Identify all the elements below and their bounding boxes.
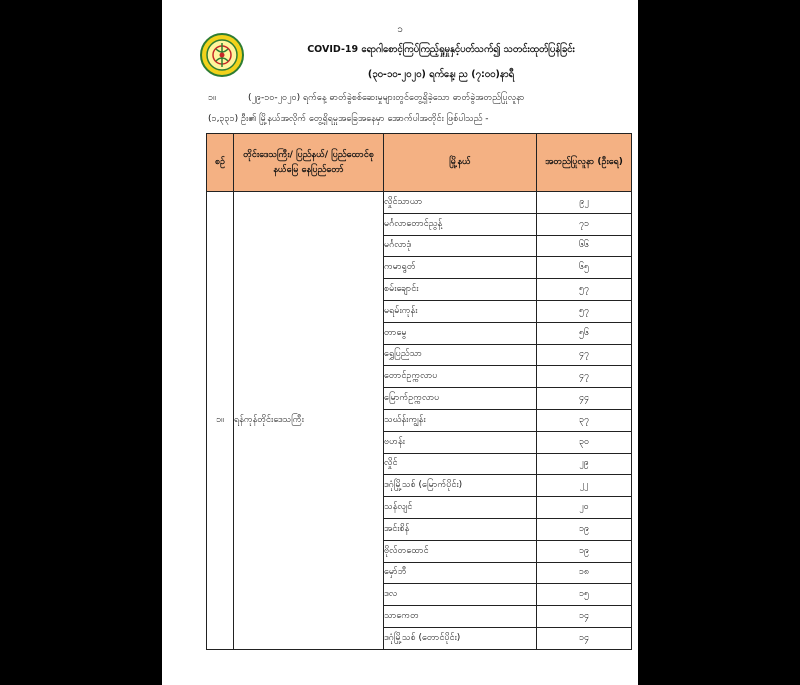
count-cell: ၁၈ xyxy=(537,562,632,584)
township-cell: သန်လျင် xyxy=(384,497,537,519)
serial-cell: ၁။ xyxy=(207,192,234,650)
township-cell: သဃ်န်းကျွန်း xyxy=(384,409,537,431)
township-cell: လှိုင်သာယာ xyxy=(384,192,537,214)
township-cell: ဒလ xyxy=(384,584,537,606)
township-cell: မြောက်ဥက္ကလာပ xyxy=(384,388,537,410)
title-line-2: (၃၀-၁၀-၂၀၂၀) ရက်နေ့၊ ည (၇:၀၀)နာရီ xyxy=(367,69,515,80)
table-body xyxy=(207,192,632,650)
count-cell: ၄၇ xyxy=(537,344,632,366)
count-cell: ၅၇ xyxy=(537,300,632,322)
table-header-row xyxy=(207,134,632,192)
page-number: ၁ xyxy=(397,24,403,35)
count-cell: ၅၆ xyxy=(537,322,632,344)
header-serial: စဉ် xyxy=(207,134,234,192)
township-cell: ဗိုလ်တထောင် xyxy=(384,540,537,562)
cases-table xyxy=(206,133,632,650)
count-cell: ၉၂ xyxy=(537,192,632,214)
township-cell: ဒဂုံမြို့သစ် (တောင်ပိုင်း) xyxy=(384,627,537,649)
count-cell: ၅၇ xyxy=(537,279,632,301)
township-cell: ဗဟန်း xyxy=(384,431,537,453)
count-cell: ၃၀ xyxy=(537,431,632,453)
header-region: တိုင်းဒေသကြီး/ ပြည်နယ်/ ပြည်ထောင်စုနယ်မြေ နေပြည်တော် xyxy=(234,134,384,192)
intro-line-2: (၁,၃၃၁) ဦး၏ မြို့နယ်အလိုက် တွေ့ရှိရမှုအခြေအနေမှာ အောက်ပါအတိုင်း ဖြစ်ပါသည် - xyxy=(208,114,489,124)
count-cell: ၂၉ xyxy=(537,453,632,475)
township-cell: မင်္ဂလာဒုံ xyxy=(384,235,537,257)
count-cell: ၁၄ xyxy=(537,606,632,628)
count-cell: ၄၄ xyxy=(537,388,632,410)
township-cell: မရမ်းကုန်း xyxy=(384,300,537,322)
township-cell: စမ်းချောင်း xyxy=(384,279,537,301)
intro-number: ၁။ xyxy=(208,93,216,103)
township-cell: တောင်ဥက္ကလာပ xyxy=(384,366,537,388)
count-cell: ၇၁ xyxy=(537,213,632,235)
count-cell: ၃၇ xyxy=(537,409,632,431)
township-cell: ကမာရွတ် xyxy=(384,257,537,279)
count-cell: ၁၄ xyxy=(537,627,632,649)
township-cell: လှိုင် xyxy=(384,453,537,475)
count-cell: ၆၆ xyxy=(537,235,632,257)
count-cell: ၄၇ xyxy=(537,366,632,388)
township-cell: တာမွေ xyxy=(384,322,537,344)
count-cell: ၁၉ xyxy=(537,540,632,562)
region-cell: ရန်ကုန်တိုင်းဒေသကြီး xyxy=(234,192,384,650)
count-cell: ၁၉ xyxy=(537,518,632,540)
township-cell: ဒဂုံမြို့သစ် (မြောက်ပိုင်း) xyxy=(384,475,537,497)
township-cell: သာကေတ xyxy=(384,606,537,628)
count-cell: ၂၂ xyxy=(537,475,632,497)
count-cell: ၂၀ xyxy=(537,497,632,519)
township-cell: မှော်ဘီ xyxy=(384,562,537,584)
ministry-logo xyxy=(200,33,244,77)
count-cell: ၁၅ xyxy=(537,584,632,606)
title-line-1: COVID-19 ရောဂါစောင့်ကြပ်ကြည့်ရှုမှုနှင့်ပတ်သက်၍ သတင်းထုတ်ပြန်ခြင်း xyxy=(307,44,575,55)
header-count: အတည်ပြုလူနာ (ဦးရေ) xyxy=(537,134,632,192)
count-cell: ၆၅ xyxy=(537,257,632,279)
township-cell: ရွှေပြည်သာ xyxy=(384,344,537,366)
table-row xyxy=(207,192,632,214)
intro-line-1 xyxy=(208,92,524,105)
document-page xyxy=(162,0,638,685)
township-cell: မင်္ဂလာတောင်ညွန့် xyxy=(384,213,537,235)
header-township: မြို့နယ် xyxy=(384,134,537,192)
intro-text-1: (၂၉-၁၀-၂၀၂၀) ရက်နေ့ ဓာတ်ခွဲစစ်ဆေးမှုများတွင်တွေ့ရှိခဲ့သော ဓာတ်ခွဲအတည်ပြုလူနာ xyxy=(248,93,525,103)
township-cell: အင်းစိန် xyxy=(384,518,537,540)
